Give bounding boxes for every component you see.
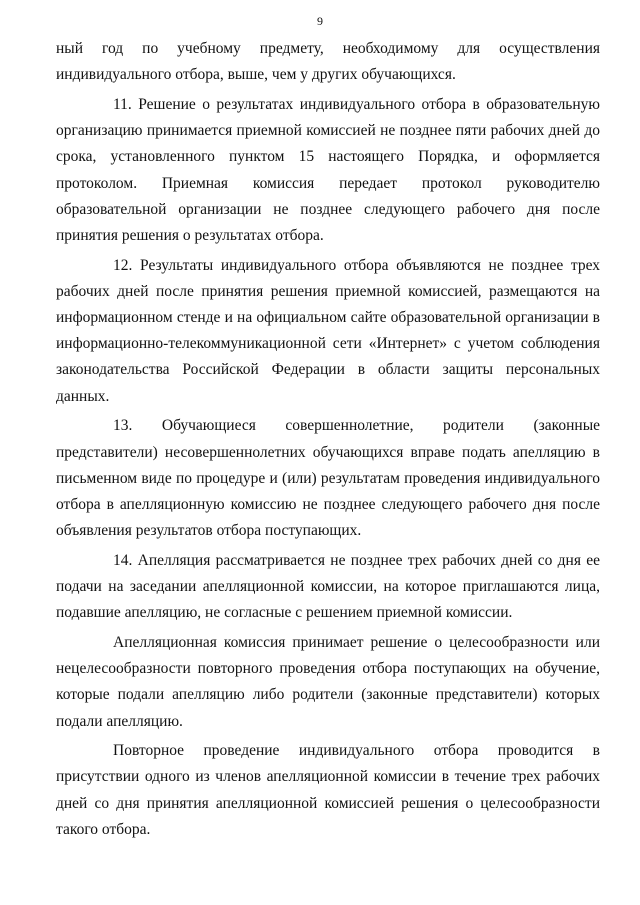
paragraph-repeat-selection: Повторное проведение индивидуального отбора проводится в присутствии одного из членов апелляционной комиссии в течение трех рабочих дней со дня принятия апелляционной комиссией решения о целесообразности такого отбора.: [56, 742, 600, 838]
page-number: 9: [317, 14, 323, 28]
paragraph-12: 12. Результаты индивидуального отбора объявляются не позднее трех рабочих дней после принятия решения приемной комиссией, размещаются на информационном стенде и на официальном сайте образовательной организации в информационно-телекоммуникационной сети «Интернет» с учетом соблюдения законодательства Российской Федерации в области защиты персональных данных.: [56, 256, 600, 405]
paragraph-11: 11. Решение о результатах индивидуального отбора в образовательную организацию принимается приемной комиссией не позднее пяти рабочих дней до срока, установленного пунктом 15 настоящего Порядка, и оформляется протоколом. Приемная комиссия передает протокол руководителю образовательной организации не позднее следующего рабочего дня после принятия решения о результатах отбора.: [56, 95, 600, 244]
paragraph-14: 14. Апелляция рассматривается не позднее трех рабочих дней со дня ее подачи на заседании апелляционной комиссии, на которое приглашаются лица, подавшие апелляцию, не согласные с решением приемной комиссии.: [56, 551, 600, 622]
document-body: [56, 36, 600, 843]
paragraph-13: 13. Обучающиеся совершеннолетние, родители (законные представители) несовершеннолетних обучающихся вправе подать апелляцию в письменном виде по процедуре и (или) результатам проведения индивидуального отбора в апелляционную комиссию не позднее следующего рабочего дня после объявления результатов отбора поступающих.: [56, 417, 600, 540]
paragraph-appeal-decision: Апелляционная комиссия принимает решение о целесообразности или нецелесообразности повторного проведения отбора поступающих на обучение, которые подали апелляцию либо родители (законные представители) которых подали апелляцию.: [56, 633, 600, 730]
paragraph-continuation: ный год по учебному предмету, необходимому для осуществления индивидуального отбора, выше, чем у других обучающихся.: [56, 40, 600, 84]
